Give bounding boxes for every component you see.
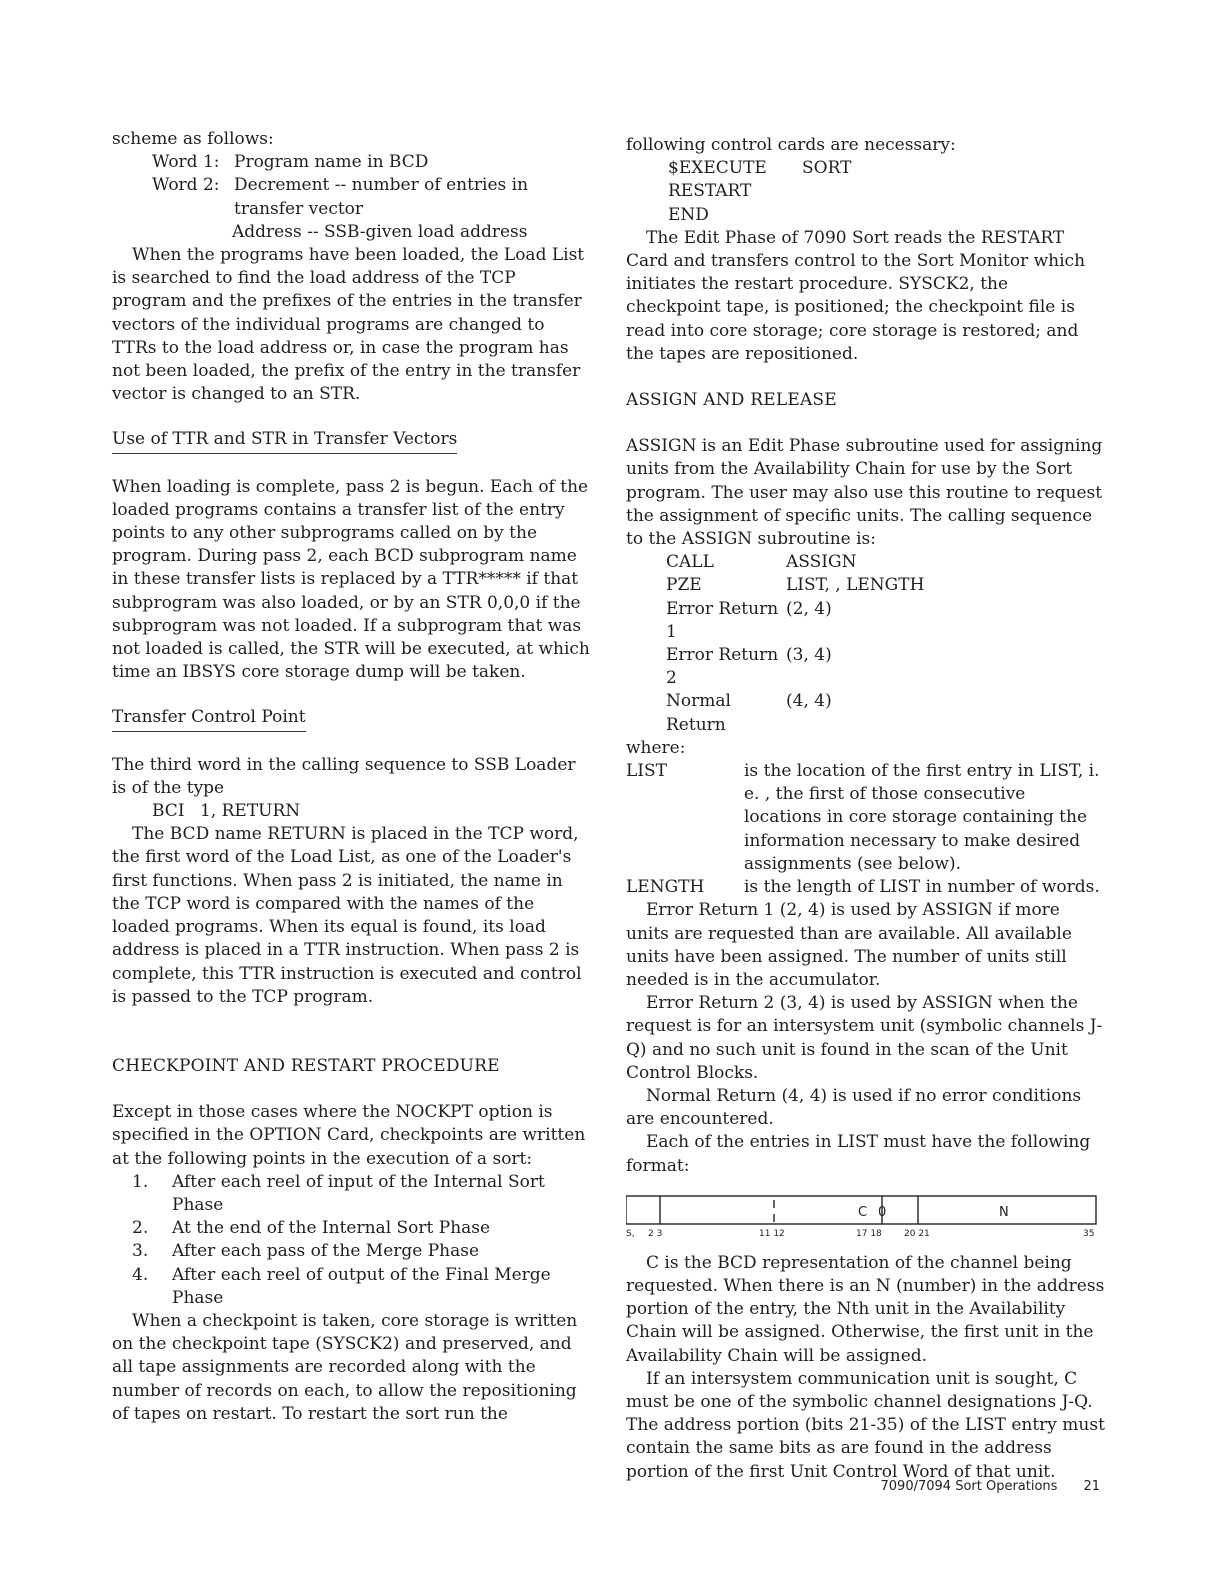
calling-op: Error Return 1 <box>666 598 779 642</box>
list-item <box>112 1217 590 1240</box>
footer-title: 7090/7094 Sort Operations <box>880 1479 1058 1494</box>
calling-arg: (3, 4) <box>786 645 832 666</box>
page-footer <box>855 1479 1100 1494</box>
field-c-label: C <box>858 1204 868 1220</box>
calling-line <box>626 574 1108 597</box>
calling-arg: (4, 4) <box>786 691 832 712</box>
paragraph-error-return-1: Error Return 1 (2, 4) is used by ASSIGN if more units are requested than are available. All available units have been assigned. The number of units still needed is in the accumulator. <box>626 900 1072 990</box>
calling-line <box>626 690 1108 736</box>
paragraph-pass2: When loading is complete, pass 2 is begun. Each of the loaded programs contains a transfer list of the entry points to any other subprograms called on by the program. During pass 2, each BCD subprogram name in these transfer lists is replaced by a TTR***** if that subprogram was also loaded, or by an STR 0,0,0 if the subprogram was not loaded. If a subprogram that was not loaded is called, the STR will be executed, at which time an IBSYS core storage dump will be taken. <box>112 476 590 683</box>
bit-s-label: S, <box>626 1228 635 1239</box>
paragraph-except: Except in those cases where the NOCKPT option is specified in the OPTION Card, checkpoints are written at the following points in the execution of a sort: <box>112 1102 586 1169</box>
card-sort: SORT <box>802 158 852 179</box>
definition-list <box>626 760 1108 876</box>
bci-op: BCI <box>152 801 185 822</box>
right-column <box>626 134 1108 1484</box>
heading-transfer-control-point: Transfer Control Point <box>112 706 306 731</box>
control-cards-intro: following control cards are necessary: <box>626 135 956 155</box>
list-text: At the end of the Internal Sort Phase <box>172 1218 491 1239</box>
paragraph-when-checkpoint: When a checkpoint is taken, core storage is written on the checkpoint tape (SYSCK2) and preserved, and all tape assignments are recorded along with the number of records on each, to allow the repositioning of tapes on restart. To restart the sort run the <box>112 1310 578 1424</box>
list-text: After each reel of output of the Final Merge Phase <box>172 1264 551 1308</box>
list-text: After each pass of the Merge Phase <box>172 1241 480 1262</box>
calling-line <box>626 551 1108 574</box>
word1-text: Program name in BCD <box>234 152 429 173</box>
word2-text-b: transfer vector <box>234 198 364 219</box>
bit-20-21-label: 20 21 <box>904 1228 930 1239</box>
term-length: LENGTH <box>626 877 705 898</box>
paragraph-third-word: The third word in the calling sequence to SSB Loader is of the type <box>112 754 576 798</box>
word1-label: Word 1: <box>152 152 220 173</box>
calling-op: CALL <box>666 552 714 573</box>
list-item <box>112 1264 590 1310</box>
list-number: 1. <box>132 1171 149 1192</box>
scheme-intro: scheme as follows: <box>112 129 274 149</box>
word2-text-c: Address -- SSB-given load address <box>232 221 528 242</box>
word2-line-c <box>112 221 590 244</box>
paragraph-load-list: When the programs have been loaded, the Load List is searched to find the load address of the TCP program and the prefixes of the entries in the transfer vectors of the individual programs are changed to TTRs to the load address or, in case the program has not been loaded, the prefix of the entry in the transfer vector is changed to an STR. <box>112 245 585 405</box>
paragraph-error-return-2: Error Return 2 (3, 4) is used by ASSIGN when the request is for an intersystem unit (symbolic channels J-Q) and no such unit is found in the scan of the Unit Control Blocks. <box>626 993 1103 1083</box>
calling-arg: LIST, , LENGTH <box>786 575 925 596</box>
paragraph-bcd-name: The BCD name RETURN is placed in the TCP word, the first word of the Load List, as one of the Loader's first functions. When pass 2 is initiated, the name in the TCP word is compared with the names of the loaded programs. When its equal is found, its load address is placed in a TTR instruction. When pass 2 is complete, this TTR instruction is executed and control is passed to the TCP program. <box>112 824 582 1007</box>
calling-line <box>626 598 1108 644</box>
heading-assign-release: ASSIGN AND RELEASE <box>626 390 837 411</box>
calling-arg: (2, 4) <box>786 598 832 619</box>
paragraph-c-bcd: C is the BCD representation of the channel being requested. When there is an N (number) in the address portion of the entry, the Nth unit in the Availability Chain will be assigned. Otherwise, the first unit in the Availability Chain will be assigned. <box>626 1252 1105 1366</box>
paragraph-normal-return: Normal Return (4, 4) is used if no error conditions are encountered. <box>626 1085 1082 1130</box>
calling-line <box>626 644 1108 690</box>
list-entry-format-diagram <box>626 1192 1108 1250</box>
word2-line <box>112 174 590 197</box>
list-text: After each reel of input of the Internal Sort Phase <box>172 1171 545 1215</box>
paragraph-assign: ASSIGN is an Edit Phase subroutine used for assigning units from the Availability Chain for use by the Sort program. The user may also use this routine to request the assignment of specific units. The calling sequence to the ASSIGN subroutine is: <box>626 436 1103 550</box>
heading-ttr-str: Use of TTR and STR in Transfer Vectors <box>112 428 457 453</box>
bit-11-12-label: 11 12 <box>759 1228 785 1239</box>
where-label: where: <box>626 737 686 758</box>
card-end: END <box>668 204 709 225</box>
word2-text-a: Decrement -- number of entries in <box>234 175 529 196</box>
calling-arg: ASSIGN <box>786 552 857 573</box>
definition-length <box>626 876 1108 899</box>
word1-line <box>112 151 590 174</box>
def-list: is the location of the first entry in LIST, i. e. , the first of those consecutive locations in core storage containing the information necessary to make desired assignments (see below). <box>744 761 1100 874</box>
heading-checkpoint-restart: CHECKPOINT AND RESTART PROCEDURE <box>112 1055 500 1076</box>
list-number: 4. <box>132 1264 149 1285</box>
paragraph-each-entry: Each of the entries in LIST must have the following format: <box>626 1132 1091 1176</box>
calling-op: Normal Return <box>666 691 731 735</box>
list-number: 3. <box>132 1241 149 1262</box>
bit-2-3-label: 2 3 <box>648 1228 663 1239</box>
page-number: 21 <box>1083 1479 1100 1494</box>
word2-line-b <box>112 198 590 221</box>
list-item <box>112 1240 590 1263</box>
bit-17-18-label: 17 18 <box>856 1228 882 1239</box>
bci-arg: 1, RETURN <box>200 801 301 822</box>
list-number: 2. <box>132 1218 149 1239</box>
calling-op: Error Return 2 <box>666 645 779 689</box>
card-execute-line <box>626 157 1108 180</box>
term-list: LIST <box>626 761 667 782</box>
bci-line <box>112 800 590 823</box>
bit-35-label: 35 <box>1083 1228 1095 1239</box>
field-n-label: N <box>999 1204 1009 1220</box>
list-item <box>112 1171 590 1217</box>
card-execute: $EXECUTE <box>668 158 767 179</box>
left-column <box>112 128 590 1426</box>
def-length: is the length of LIST in number of words. <box>744 877 1100 898</box>
paragraph-intersystem: If an intersystem communication unit is sought, C must be one of the symbolic channel designations J-Q. The address portion (bits 21-35) of the LIST entry must contain the same bits as are found in the address portion of the first Unit Control Word of that unit. <box>626 1368 1105 1482</box>
field-zero-label: 0 <box>878 1204 887 1220</box>
calling-op: PZE <box>666 575 702 596</box>
word2-label: Word 2: <box>152 175 220 196</box>
card-restart: RESTART <box>668 181 752 202</box>
paragraph-edit-phase: The Edit Phase of 7090 Sort reads the RESTART Card and transfers control to the Sort Monitor which initiates the restart procedure. SYSCK2, the checkpoint tape, is positioned; the checkpoint file is read into core storage; core storage is restored; and the tapes are repositioned. <box>626 227 1086 364</box>
